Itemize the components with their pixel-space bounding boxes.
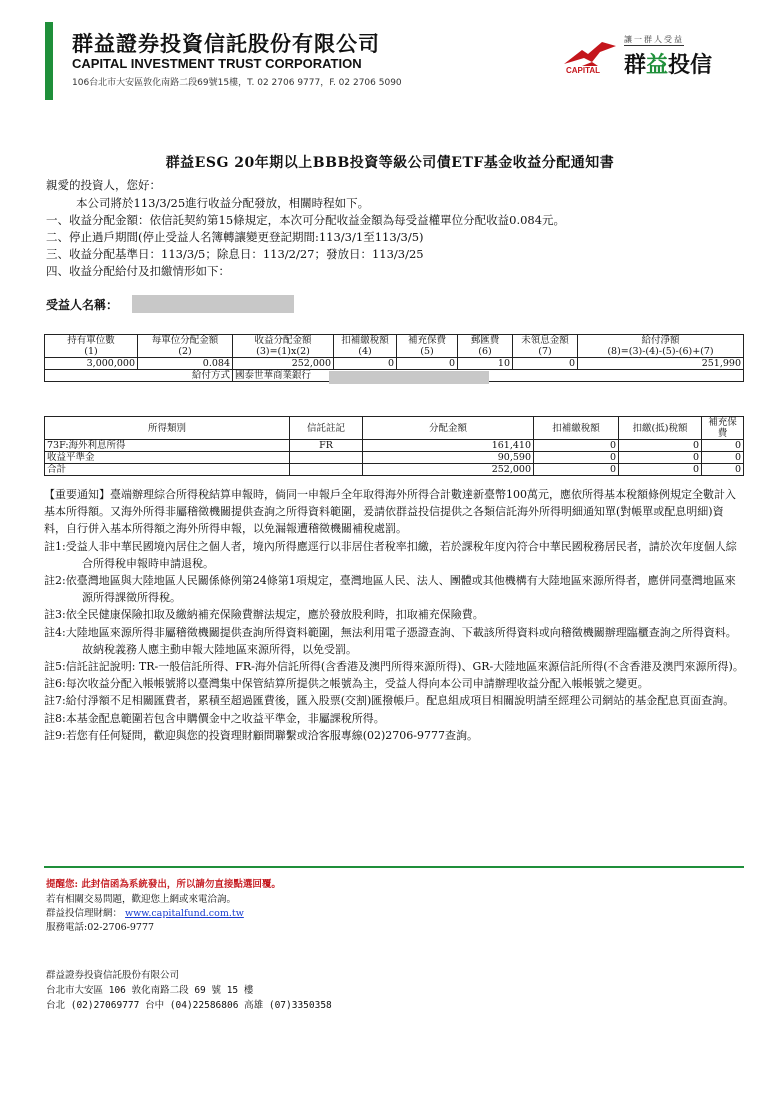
site-link[interactable]: www.capitalfund.com.tw bbox=[125, 908, 244, 919]
greeting: 親愛的投資人，您好： bbox=[46, 178, 161, 192]
company-address-block bbox=[46, 968, 332, 1013]
table-row-total: 合計 252,000 0 0 0 bbox=[45, 464, 744, 476]
payment-bank: 國泰世華商業銀行 bbox=[235, 370, 312, 381]
note-5: 註5:信託註記說明: TR-一般信託所得、FR-海外信託所得(含香港及澳門所得來源所得)、GR-大陸地區來源信託所得(不含香港及澳門來源所得)。 bbox=[44, 660, 744, 674]
item-1: 一、收益分配金額：依信託契約第15條規定，本次可分配收益金額為每受益權單位分配收益0.084元。 bbox=[46, 213, 566, 227]
recipient-label: 受益人名稱： bbox=[46, 298, 119, 312]
item-3: 三、收益分配基準日：113/3/5；除息日：113/2/27；發放日：113/3/25 bbox=[46, 247, 424, 261]
distribution-table bbox=[44, 334, 744, 382]
company-name-en: CAPITAL INVESTMENT TRUST CORPORATION bbox=[72, 56, 362, 71]
footer-address: 台北市大安區 106 敦化南路二段 69 號 15 樓 bbox=[46, 985, 254, 996]
footer-divider bbox=[44, 866, 744, 868]
note-9: 註9:若您有任何疑問，歡迎與您的投資理財顧問聯繫或洽客服專線(02)2706-9777查詢。 bbox=[44, 728, 478, 742]
logo-brand: 群益投信 bbox=[624, 53, 713, 78]
intro-text: 本公司將於113/3/25進行收益分配發放，相關時程如下。 bbox=[76, 196, 370, 210]
logo-caption: CAPITAL bbox=[566, 66, 601, 75]
redacted-recipient-name bbox=[132, 295, 294, 313]
footer-branches: 台北 (02)27069777 台中 (04)22586806 高雄 (07)3350358 bbox=[46, 1000, 332, 1011]
note-6: 註6:每次收益分配入帳帳號將以臺灣集中保管結算所提供之帳號為主，受益人得向本公司申請辦理收益分配入帳帳號之變更。 bbox=[44, 677, 649, 691]
payment-method-row: 給付方式 國泰世華商業銀行 bbox=[45, 370, 744, 382]
redacted-account bbox=[329, 371, 489, 384]
footer-site: 群益投信理財網： www.capitalfund.com.tw bbox=[46, 908, 244, 919]
note-1: 註1:受益人非中華民國境內居住之個人者，境內所得應逕行以非居住者稅率扣繳，若於課稅年度內符合中華民國稅務居民者，請於次年度個人綜合所得稅申報時申請退稅。 bbox=[44, 539, 737, 570]
table-row: 收益平準金 90,590 0 0 0 bbox=[45, 452, 744, 464]
note-3: 註3:依全民健康保險扣取及繳納補充保險費辦法規定，應於發放股利時，扣取補充保險費。 bbox=[44, 608, 484, 622]
document-title: 群益ESG 20年期以上BBB投資等級公司債ETF基金收益分配通知書 bbox=[165, 155, 615, 171]
income-table bbox=[44, 416, 744, 476]
table-row: 3,000,000 0.084 252,000 0 0 10 0 251,990 bbox=[45, 358, 744, 370]
table-header-row: 所得類別 信託註記 分配金額 扣補繳稅額 扣繳(抵)稅額 補充保費 bbox=[45, 417, 744, 440]
footer-company: 群益證券投資信託股份有限公司 bbox=[46, 970, 180, 981]
footer-contact-note: 若有相關交易問題，歡迎您上網或來電洽詢。 bbox=[46, 894, 237, 905]
table-row: 73F:海外利息所得 FR 161,410 0 0 0 bbox=[45, 440, 744, 452]
note-2: 註2:依臺灣地區與大陸地區人民關係條例第24條第1項規定，臺灣地區人民、法人、團體或其他機構有大陸地區來源所得者，應併同臺灣地區來源所得課徵所得稅。 bbox=[44, 574, 736, 605]
table-header-row: 持有單位數 (1) 每單位分配金額 (2) 收益分配金額 (3)=(1)x(2) 扣補繳稅額 (4) 補充保費 (5) 郵匯費 (6) 未領息金額 (7) 給付淨額 (8)=(3)-(4)-(5)-(6)+(7) bbox=[45, 335, 744, 358]
footer-warning: 提醒您: 此封信函為系統發出，所以請勿直接點選回覆。 bbox=[46, 879, 281, 890]
company-name: 群益證券投資信託股份有限公司 bbox=[72, 32, 380, 56]
item-4: 四、收益分配給付及扣繳情形如下： bbox=[46, 264, 230, 278]
note-7: 註7:給付淨額不足相關匯費者，累積至超過匯費後，匯入股票(交割)匯撥帳戶。配息組成項目相關說明請至經理公司網站的基金配息頁面查詢。 bbox=[44, 694, 735, 708]
notes-section bbox=[44, 486, 744, 744]
important-notice: 【重要通知】臺端辦理綜合所得稅結算申報時，倘同一申報戶全年取得海外所得合計數達新臺幣100萬元，應依所得基本稅額條例規定全數計入基本所得額。又海外所得非屬稽徵機關提供查詢之所得資料範圍，爰請依群益投信提供之各類信託海外所得明細通知單(對帳單或配息明細)資料，自行併入基本所得額之海外所得申報，以免漏報遭稽徵機關補稅處罰。 bbox=[44, 488, 736, 536]
company-address: 106台北市大安區敦化南路二段69號15樓，T. 02 2706 9777，F. 02 2706 5090 bbox=[72, 78, 402, 88]
header-accent-bar bbox=[45, 22, 53, 100]
note-4: 註4:大陸地區來源所得非屬稽徵機關提供查詢所得資料範圍，無法利用電子憑證查詢、下載該所得資料或向稽徵機關辦理臨櫃查詢之所得資料。故納稅義務人應主動申報大陸地區來源所得，以免受罰。 bbox=[44, 625, 737, 656]
logo-slogan: 讓一群人受益 bbox=[624, 35, 684, 44]
footer-phone: 服務電話:02-2706-9777 bbox=[46, 922, 155, 933]
item-2: 二、停止過戶期間(停止受益人名簿轉讓變更登記期間:113/3/1至113/3/5) bbox=[46, 230, 424, 244]
note-8: 註8:本基金配息範圍若包含申購價金中之收益平準金，非屬課稅所得。 bbox=[44, 711, 385, 725]
